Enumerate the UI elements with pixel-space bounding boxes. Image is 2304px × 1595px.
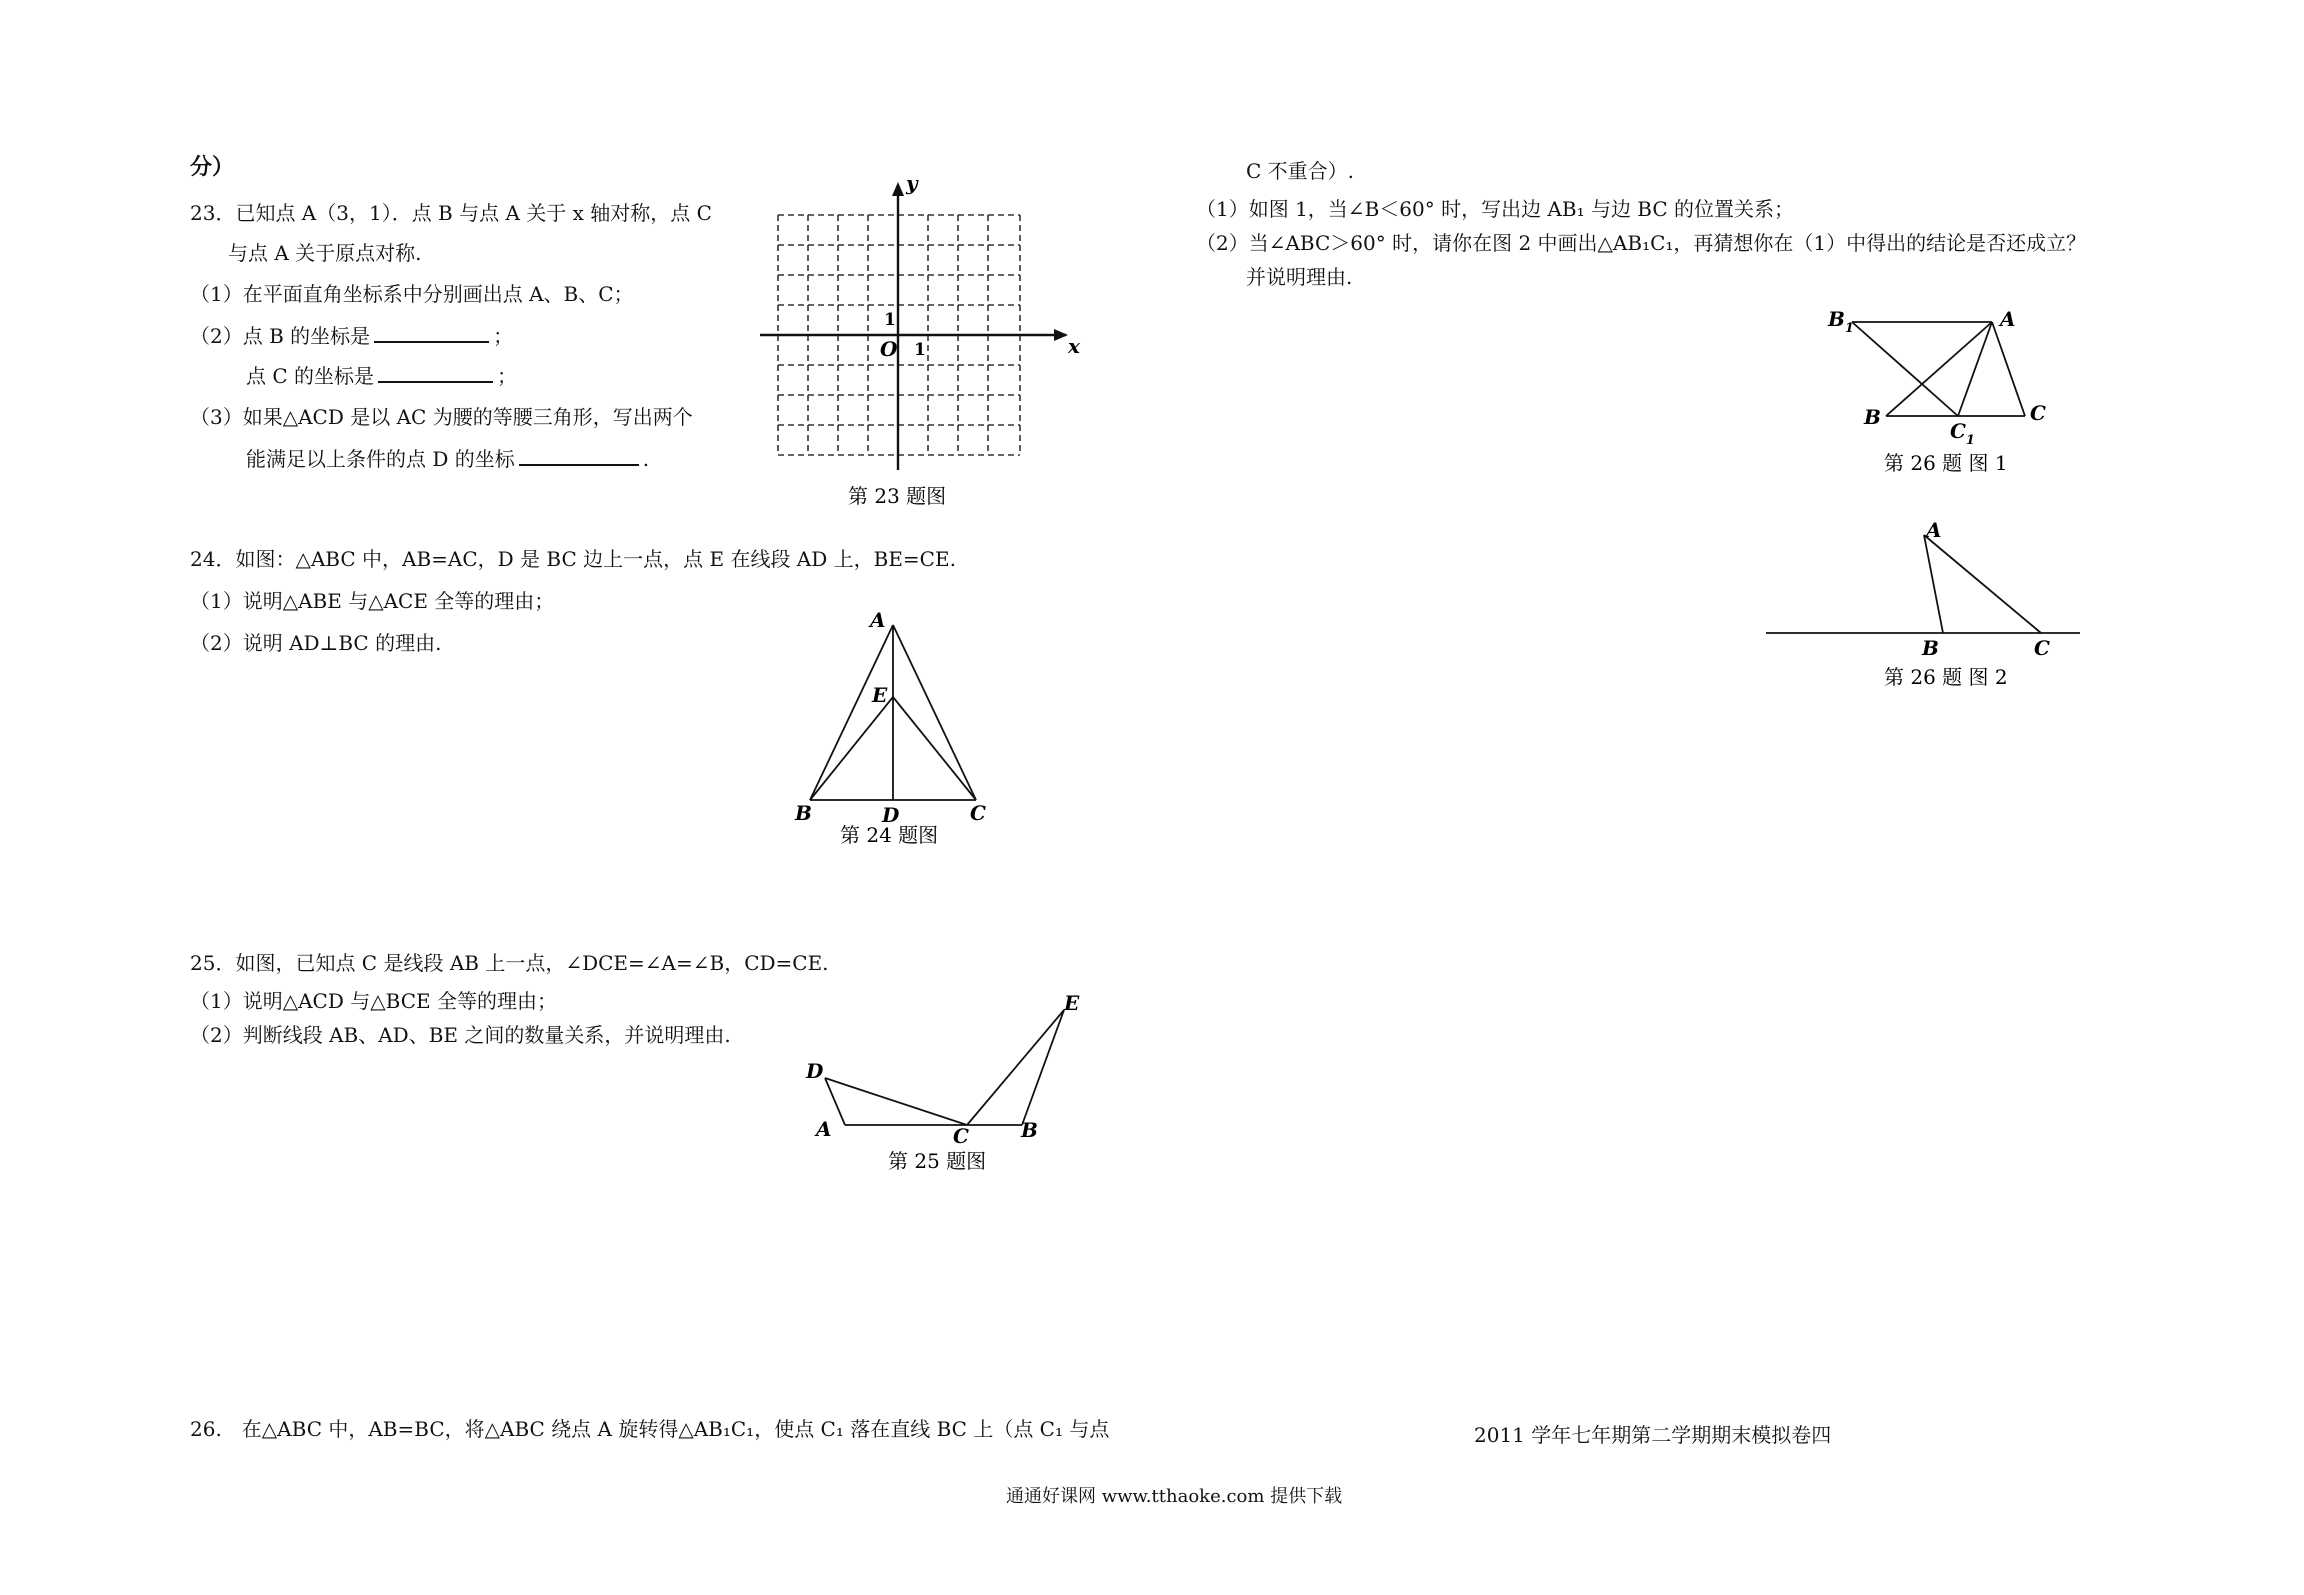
q26-f2-label-c: C	[2034, 636, 2050, 660]
q26-continuation: C 不重合）.	[1246, 159, 1355, 183]
q25-line1: 25．如图，已知点 C 是线段 AB 上一点，∠DCE=∠A=∠B，CD=CE.	[190, 951, 829, 975]
q25-label-b: B	[1021, 1118, 1038, 1142]
q26-f1-label-c: C	[2030, 401, 2046, 425]
q26-f2-label-b: B	[1922, 636, 1939, 660]
q23-caption: 第 23 题图	[848, 484, 947, 508]
x-axis-label: x	[1068, 334, 1080, 358]
q25-caption: 第 25 题图	[888, 1149, 987, 1173]
y-axis-label: y	[906, 171, 918, 195]
q26-line1: 26. 在△ABC 中，AB=BC，将△ABC 绕点 A 旋转得△AB₁C₁，使点 C₁ 落在直线 BC 上（点 C₁ 与点	[190, 1417, 1110, 1441]
q25-part2: （2）判断线段 AB、AD、BE 之间的数量关系，并说明理由.	[190, 1023, 731, 1047]
q23-part2: （2）点 B 的坐标是 ；	[190, 324, 514, 348]
header-fragment: 分）	[190, 154, 235, 180]
q23-part3: （3）如果△ACD 是以 AC 为腰的等腰三角形，写出两个	[190, 405, 693, 429]
q26-part2b: 并说明理由.	[1246, 265, 1353, 289]
q24-part2: （2）说明 AD⊥BC 的理由.	[190, 631, 442, 655]
q24-part1: （1）说明△ABE 与△ACE 全等的理由；	[190, 589, 555, 613]
q26-part1: （1）如图 1，当∠B＜60° 时，写出边 AB₁ 与边 BC 的位置关系；	[1196, 197, 1795, 221]
exam-title-footer: 2011 学年七年期第二学期期末模拟卷四	[1474, 1423, 1832, 1447]
q23-line2: 与点 A 关于原点对称.	[228, 241, 422, 265]
q24-label-d: D	[882, 803, 900, 827]
q26-f1-label-b1: $B_1$	[1828, 307, 1854, 336]
q23-part3b: 能满足以上条件的点 D 的坐标 .	[246, 447, 650, 471]
q25-label-c: C	[953, 1124, 969, 1148]
q26-f1-label-b: B	[1864, 405, 1881, 429]
q24-label-e: E	[872, 683, 888, 707]
q23-part1: （1）在平面直角坐标系中分别画出点 A、B、C；	[190, 282, 634, 306]
q26-f2-label-a: A	[1926, 518, 1942, 542]
y-unit-label: 1	[884, 310, 896, 330]
q26-f1-label-c1: $C_1$	[1950, 419, 1975, 448]
source-footer: 通通好课网 www.tthaoke.com 提供下载	[1006, 1486, 1343, 1507]
q24-label-b: B	[795, 801, 812, 825]
q24-label-c: C	[970, 801, 986, 825]
q25-label-a: A	[816, 1117, 832, 1141]
q24-line1: 24．如图：△ABC 中，AB=AC，D 是 BC 边上一点，点 E 在线段 AD 上，BE=CE.	[190, 547, 956, 571]
q26-fig2-caption: 第 26 题 图 2	[1884, 665, 2008, 689]
q26-f1-label-a: A	[2000, 307, 2016, 331]
q26-part2: （2）当∠ABC＞60° 时，请你在图 2 中画出△AB₁C₁，再猜想你在（1）中得出的结论是否还成立？	[1196, 231, 2087, 255]
origin-label: O	[880, 337, 898, 361]
q23-line1: 23．已知点 A（3，1）．点 B 与点 A 关于 x 轴对称，点 C	[190, 201, 712, 225]
q25-part1: （1）说明△ACD 与△BCE 全等的理由；	[190, 989, 557, 1013]
q24-label-a: A	[870, 608, 886, 632]
x-unit-label: 1	[914, 340, 926, 360]
q24-caption: 第 24 题图	[840, 823, 939, 847]
q25-label-d: D	[806, 1059, 824, 1083]
q23-part2c: 点 C 的坐标是 ；	[246, 364, 518, 388]
q25-label-e: E	[1064, 991, 1080, 1015]
q26-fig1-caption: 第 26 题 图 1	[1884, 451, 2008, 475]
